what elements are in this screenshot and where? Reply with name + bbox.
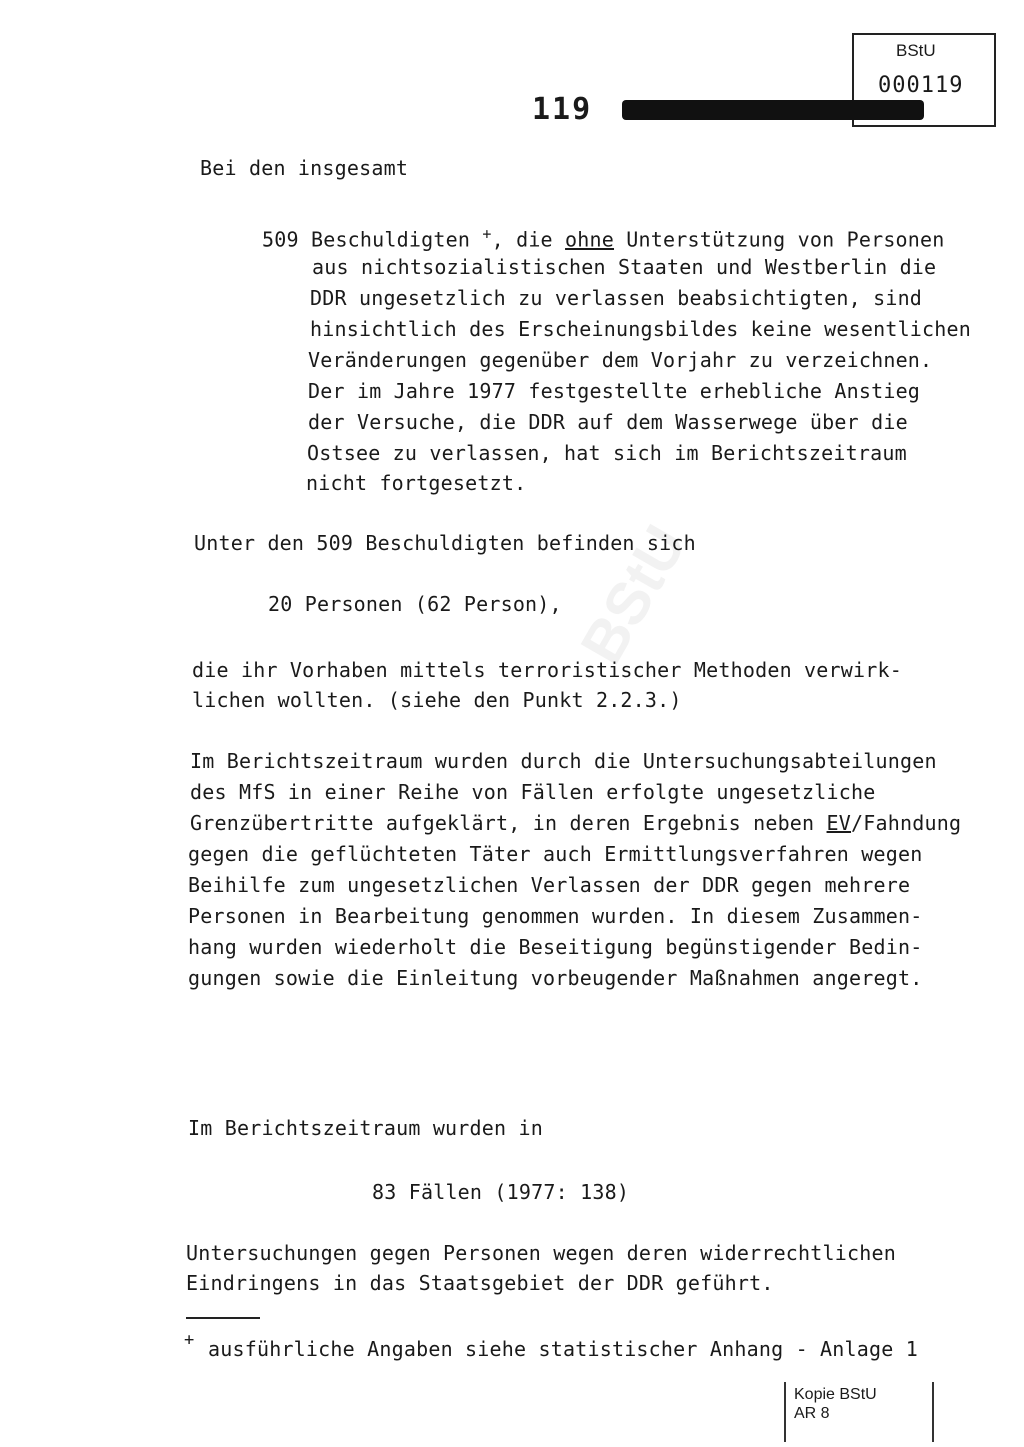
footnote-rule [186, 1317, 260, 1319]
footnote-text: ausführliche Angaben siehe statistischer Anhang - Anlage 1 [208, 1337, 918, 1361]
para3-line-1: die ihr Vorhaben mittels terroristischer Methoden verwirk- [192, 658, 902, 682]
para1-line-9: nicht fortgesetzt. [306, 471, 527, 495]
para2-line: Unter den 509 Beschuldigten befinden sich [194, 531, 696, 555]
para4-line-6: Personen in Bearbeitung genommen wurden. In diesem Zusammen- [188, 904, 923, 928]
archive-stamp-number: 000119 [878, 73, 964, 98]
para1-line-3: DDR ungesetzlich zu verlassen beabsichtigten, sind [310, 286, 923, 310]
watermark: BStU [567, 514, 700, 675]
redaction-bar [622, 100, 924, 120]
para1-line-7: der Versuche, die DDR auf dem Wasserwege über die [308, 410, 908, 434]
para6-line-2: Eindringens in das Staatsgebiet der DDR geführt. [186, 1271, 774, 1295]
para1-text: Unterstützung von Personen [614, 227, 945, 252]
para1-line-2: aus nichtsozialistischen Staaten und Westberlin die [312, 255, 937, 279]
emphasis-ev: EV [826, 811, 852, 835]
para3-line-2: lichen wollten. (siehe den Punkt 2.2.3.) [192, 688, 682, 712]
emphasis-ohne: ohne [565, 227, 615, 252]
para4-line-7: hang wurden wiederholt die Beseitigung begünstigender Bedin- [188, 935, 923, 959]
para5-indent-line: 83 Fällen (1977: 138) [372, 1180, 630, 1204]
para4-line-4: gegen die geflüchteten Täter auch Ermittlungsverfahren wegen [188, 842, 923, 866]
para6-line-1: Untersuchungen gegen Personen wegen deren widerrechtlichen [186, 1241, 896, 1265]
footnote-ref: + [482, 225, 492, 243]
page-number: 119 [532, 92, 593, 127]
para4-line-8: gungen sowie die Einleitung vorbeugender Maßnahmen angeregt. [188, 966, 923, 990]
footnote-mark: + [184, 1330, 195, 1350]
para2-indent-line: 20 Personen (62 Person), [268, 592, 562, 616]
para5-line: Im Berichtszeitraum wurden in [188, 1116, 543, 1140]
copy-stamp [784, 1382, 934, 1442]
intro-line: Bei den insgesamt [200, 156, 409, 180]
para4-line-3 [190, 808, 961, 839]
para4-line-2: des MfS in einer Reihe von Fällen erfolgte ungesetzliche [190, 780, 876, 804]
para1-line-1 [262, 219, 945, 256]
archive-stamp-label: BStU [896, 41, 936, 60]
para1-line-6: Der im Jahre 1977 festgestellte erhebliche Anstieg [308, 379, 921, 403]
para1-text: , die [491, 227, 566, 252]
para1-line-8: Ostsee zu verlassen, hat sich im Berichtszeitraum [307, 441, 907, 465]
copy-stamp-line-1: Kopie BStU [794, 1386, 877, 1403]
para4-line-1: Im Berichtszeitraum wurden durch die Untersuchungsabteilungen [190, 749, 937, 773]
copy-stamp-line-2: AR 8 [794, 1405, 830, 1422]
para4-text: /Fahndung [851, 811, 962, 835]
para1-line-4: hinsichtlich des Erscheinungsbildes keine wesentlichen [310, 317, 972, 341]
para4-text: Grenzübertritte aufgeklärt, in deren Ergebnis neben [190, 811, 827, 835]
para1-text: 509 Beschuldigten [262, 227, 471, 252]
para4-line-5: Beihilfe zum ungesetzlichen Verlassen der DDR gegen mehrere [188, 873, 911, 897]
para1-line-5: Veränderungen gegenüber dem Vorjahr zu verzeichnen. [308, 348, 933, 372]
